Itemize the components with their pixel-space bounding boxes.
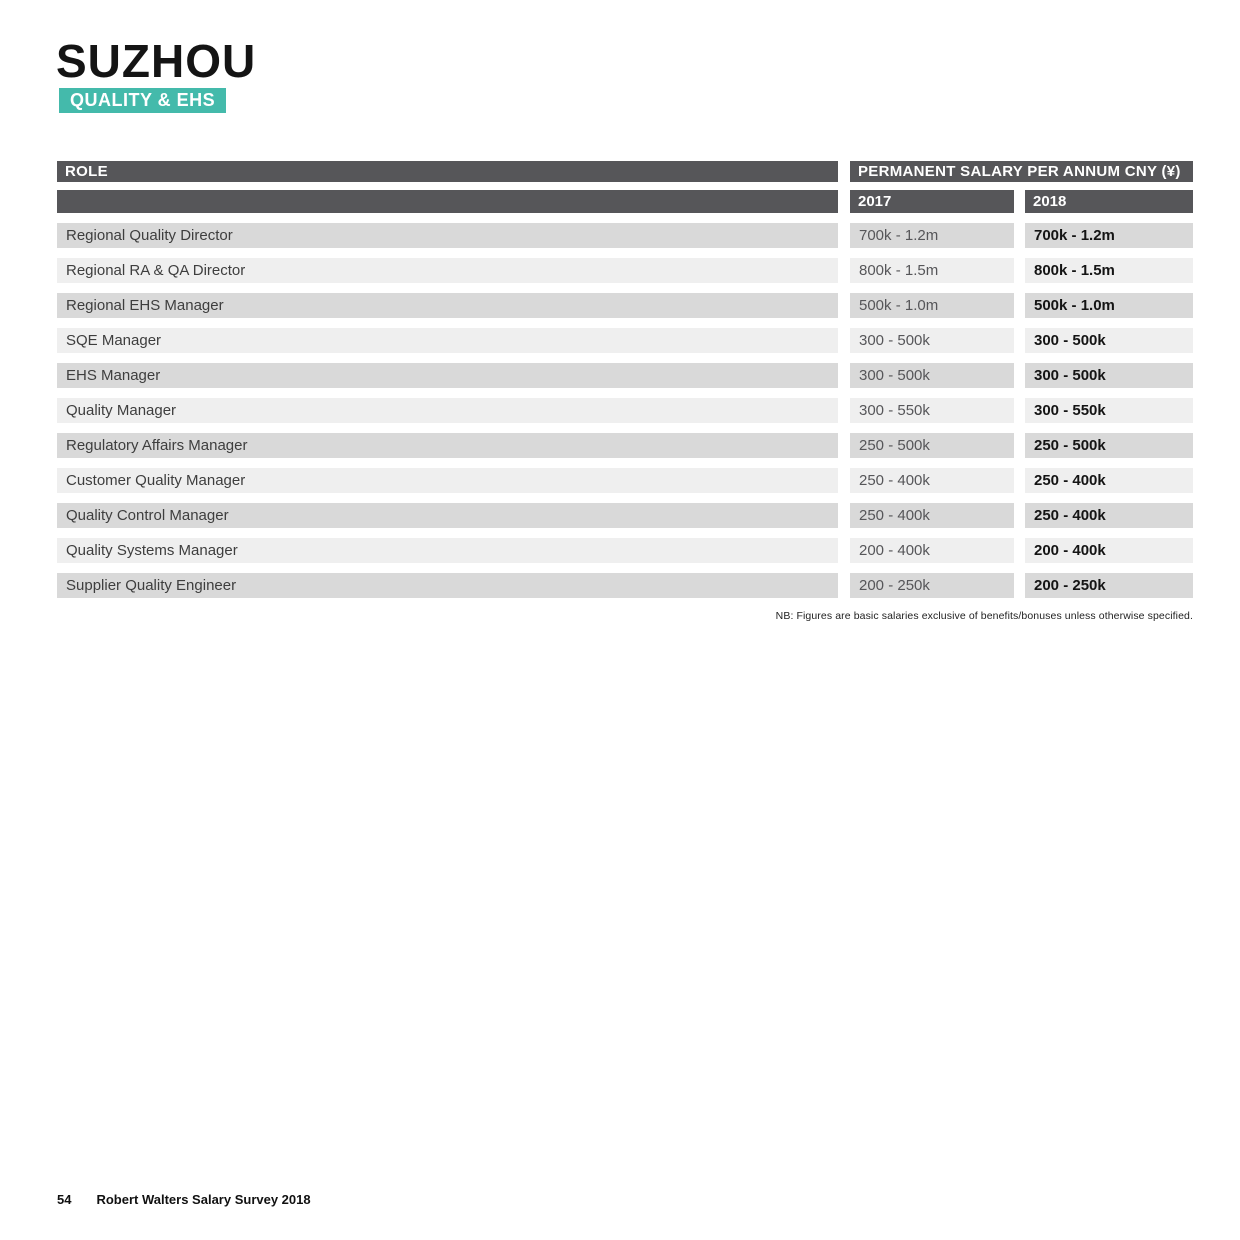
column-gap: [838, 468, 850, 493]
page-title: SUZHOU: [56, 35, 257, 87]
salary-2018-cell: 700k - 1.2m: [1025, 223, 1193, 248]
role-cell: Quality Systems Manager: [57, 538, 838, 563]
table-footnote: NB: Figures are basic salaries exclusive of benefits/bonuses unless otherwise specified.: [775, 610, 1193, 622]
salary-2018-cell: 250 - 400k: [1025, 468, 1193, 493]
role-cell: Regional RA & QA Director: [57, 258, 838, 283]
blank-header-band: [57, 190, 838, 213]
role-cell: Quality Manager: [57, 398, 838, 423]
table-header-row: [57, 161, 1193, 182]
table-row: [57, 573, 1193, 598]
table-row: [57, 293, 1193, 318]
salary-2017-cell: 300 - 550k: [850, 398, 1014, 423]
role-cell: Customer Quality Manager: [57, 468, 838, 493]
table-row: [57, 433, 1193, 458]
column-gap: [1014, 363, 1025, 388]
salary-2017-cell: 250 - 400k: [850, 503, 1014, 528]
table-row: [57, 328, 1193, 353]
salary-2018-cell: 800k - 1.5m: [1025, 258, 1193, 283]
column-gap: [838, 161, 850, 182]
role-cell: EHS Manager: [57, 363, 838, 388]
salary-2017-cell: 300 - 500k: [850, 363, 1014, 388]
salary-column-header: PERMANENT SALARY PER ANNUM CNY (¥): [850, 161, 1193, 182]
column-gap: [838, 573, 850, 598]
footer-text: Robert Walters Salary Survey 2018: [96, 1192, 311, 1207]
salary-2017-cell: 200 - 250k: [850, 573, 1014, 598]
column-gap: [1014, 433, 1025, 458]
column-gap: [838, 190, 850, 213]
column-gap: [838, 363, 850, 388]
table-row: [57, 398, 1193, 423]
role-cell: Supplier Quality Engineer: [57, 573, 838, 598]
column-gap: [1014, 190, 1025, 213]
column-gap: [838, 538, 850, 563]
salary-2017-cell: 250 - 500k: [850, 433, 1014, 458]
column-gap: [1014, 468, 1025, 493]
salary-2018-cell: 300 - 500k: [1025, 363, 1193, 388]
salary-2018-cell: 300 - 500k: [1025, 328, 1193, 353]
year-2018-header: 2018: [1025, 190, 1193, 213]
column-gap: [1014, 573, 1025, 598]
table-row: [57, 468, 1193, 493]
role-column-header: ROLE: [57, 161, 838, 182]
column-gap: [1014, 503, 1025, 528]
salary-2018-cell: 500k - 1.0m: [1025, 293, 1193, 318]
column-gap: [838, 258, 850, 283]
table-row: [57, 538, 1193, 563]
column-gap: [838, 223, 850, 248]
salary-2017-cell: 300 - 500k: [850, 328, 1014, 353]
column-gap: [1014, 258, 1025, 283]
role-cell: Regulatory Affairs Manager: [57, 433, 838, 458]
column-gap: [838, 433, 850, 458]
category-badge: QUALITY & EHS: [59, 88, 226, 113]
salary-2017-cell: 700k - 1.2m: [850, 223, 1014, 248]
role-cell: Quality Control Manager: [57, 503, 838, 528]
column-gap: [1014, 223, 1025, 248]
year-2017-header: 2017: [850, 190, 1014, 213]
table-row: [57, 258, 1193, 283]
column-gap: [1014, 293, 1025, 318]
column-gap: [838, 503, 850, 528]
salary-table: [57, 161, 1193, 598]
table-row: [57, 503, 1193, 528]
column-gap: [1014, 538, 1025, 563]
salary-2018-cell: 200 - 250k: [1025, 573, 1193, 598]
role-cell: Regional EHS Manager: [57, 293, 838, 318]
column-gap: [1014, 328, 1025, 353]
table-year-row: [57, 190, 1193, 213]
page-footer: [57, 1192, 311, 1207]
salary-2018-cell: 250 - 400k: [1025, 503, 1193, 528]
salary-2017-cell: 500k - 1.0m: [850, 293, 1014, 318]
salary-2017-cell: 250 - 400k: [850, 468, 1014, 493]
table-row: [57, 363, 1193, 388]
salary-2017-cell: 800k - 1.5m: [850, 258, 1014, 283]
column-gap: [838, 293, 850, 318]
role-cell: SQE Manager: [57, 328, 838, 353]
page-number: 54: [57, 1192, 72, 1207]
column-gap: [1014, 398, 1025, 423]
table-row: [57, 223, 1193, 248]
column-gap: [838, 328, 850, 353]
salary-2018-cell: 250 - 500k: [1025, 433, 1193, 458]
column-gap: [838, 398, 850, 423]
salary-2018-cell: 300 - 550k: [1025, 398, 1193, 423]
role-cell: Regional Quality Director: [57, 223, 838, 248]
salary-2017-cell: 200 - 400k: [850, 538, 1014, 563]
salary-2018-cell: 200 - 400k: [1025, 538, 1193, 563]
